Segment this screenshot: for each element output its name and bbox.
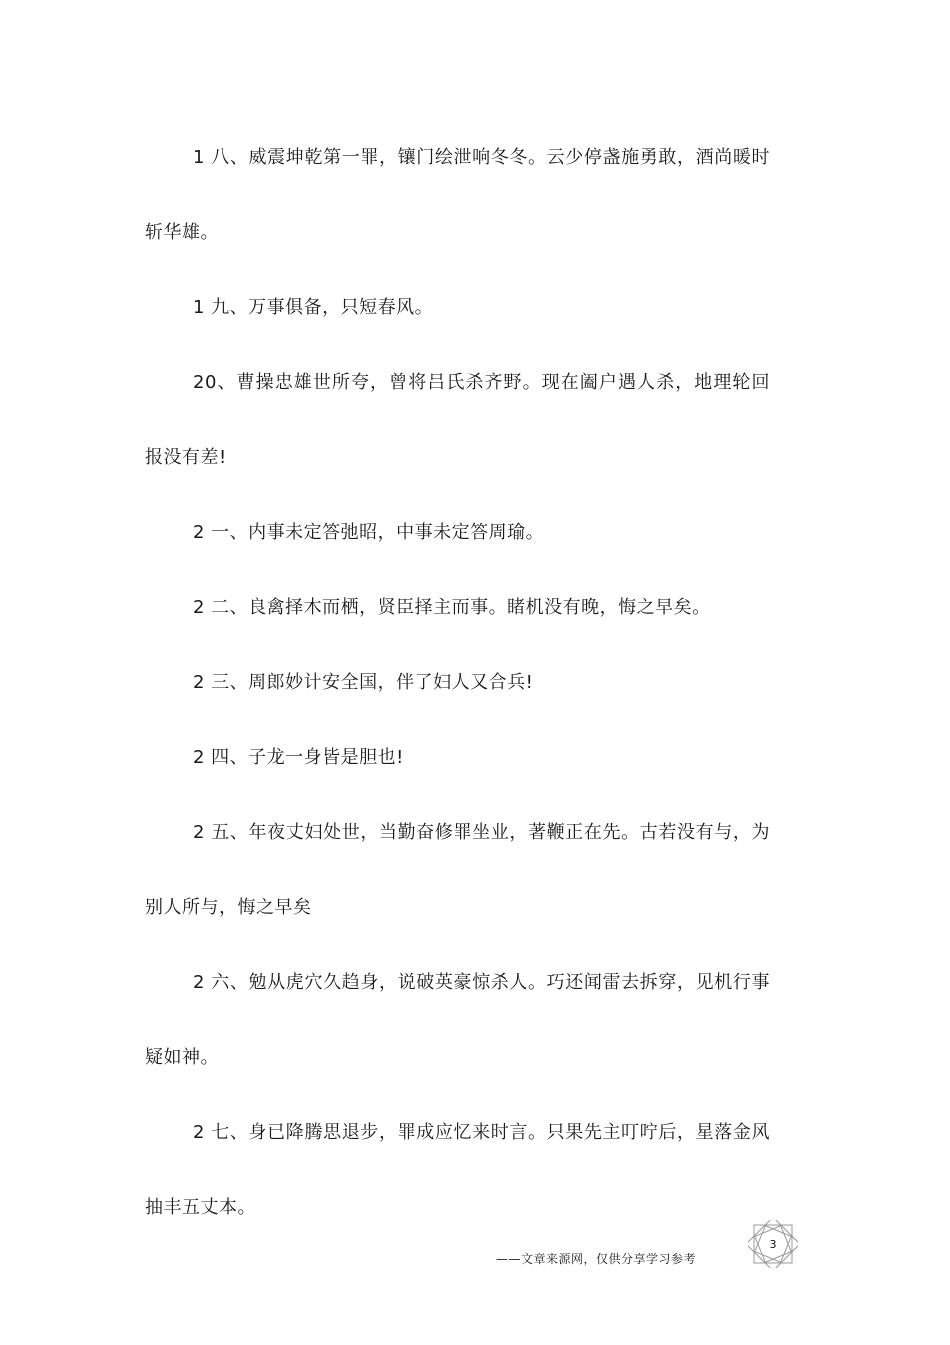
paragraph-20: 20、曹操忠雄世所夸，曾将吕氏杀齐野。现在阖户遇人杀，地理轮回报没有差! — [145, 372, 770, 468]
page-number: 3 — [769, 1237, 777, 1251]
paragraph-19: 1 九、万事俱备，只短春风。 — [193, 297, 434, 318]
source-note: ——文章来源网，仅供分享学习参考 — [496, 1252, 697, 1266]
paragraph-27: 2 七、身已降腾思退步，罪成应忆来时言。只果先主叮咛后，星落金风抽丰五丈本。 — [145, 1122, 770, 1218]
paragraph-23: 2 三、周郎妙计安全国，伴了妇人又合兵! — [193, 672, 534, 693]
paragraph-22: 2 二、良禽择木而栖，贤臣择主而事。睹机没有晚，悔之早矣。 — [193, 597, 711, 618]
paragraph-24: 2 四、子龙一身皆是胆也! — [193, 747, 404, 768]
paragraph-25: 2 五、年夜丈妇处世，当勤奋修罪坐业，著鞭正在先。古若没有与，为别人所与，悔之早矣 — [145, 822, 770, 918]
paragraph-21: 2 一、内事未定答弛昭，中事未定答周瑜。 — [193, 522, 545, 543]
page-number-badge — [748, 1220, 798, 1268]
paragraph-26: 2 六、勉从虎穴久趋身，说破英豪惊杀人。巧还闻雷去拆穿，见机行事疑如神。 — [145, 972, 770, 1068]
paragraph-18: 1 八、威震坤乾第一罪，镶门绘泄响冬冬。云少停盏施勇敢，酒尚暖时斩华雄。 — [145, 147, 770, 243]
